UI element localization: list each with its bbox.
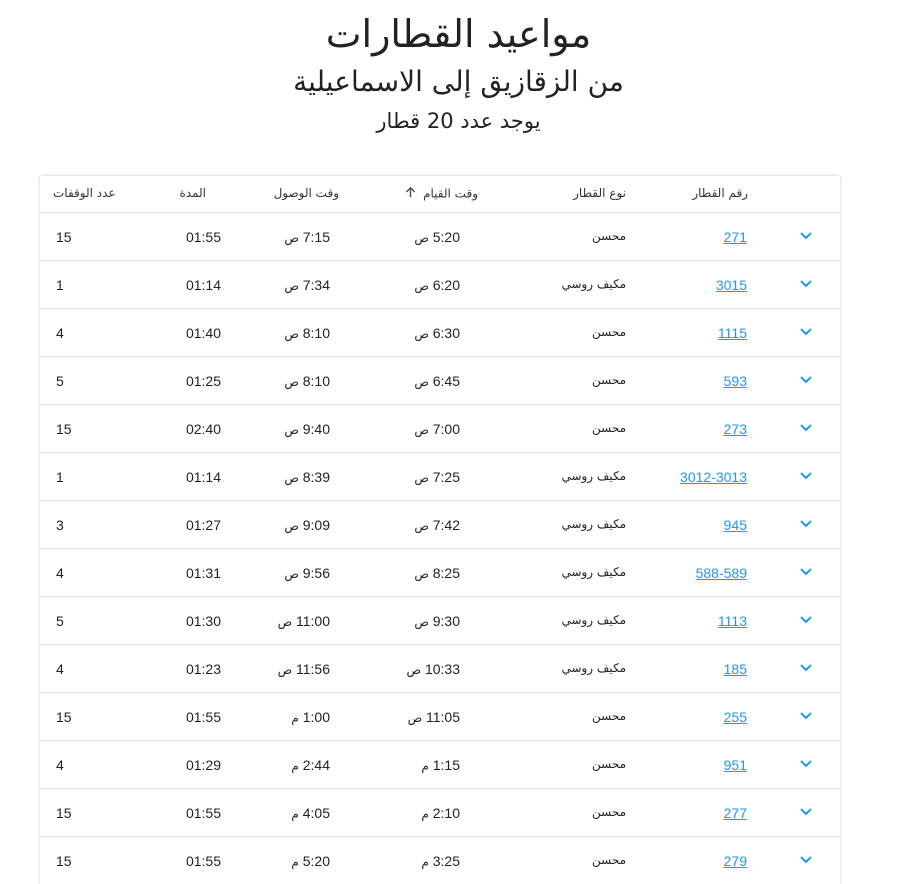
- duration: 01:14: [185, 469, 221, 485]
- train-type: محسن: [591, 229, 626, 243]
- departure-time: [421, 805, 460, 821]
- table-row[interactable]: [40, 213, 840, 261]
- expand-row-button[interactable]: [797, 658, 815, 679]
- departure-period: ص: [414, 471, 429, 485]
- schedule-table: [40, 176, 840, 884]
- departure-time: [408, 709, 460, 725]
- arrival-period: م: [291, 759, 299, 773]
- arrow-up-icon[interactable]: [404, 186, 417, 202]
- expand-row-button[interactable]: [797, 562, 815, 583]
- arrival-time: [284, 373, 330, 389]
- train-number-link[interactable]: 1113: [717, 613, 747, 629]
- chevron-down-icon[interactable]: [797, 274, 815, 292]
- train-count-text: يوجد عدد 20 قطار: [376, 109, 541, 133]
- duration: 01:14: [185, 277, 221, 293]
- arrival-time-value: 7:34: [302, 277, 330, 293]
- table-row[interactable]: [40, 741, 840, 789]
- expand-row-button[interactable]: [797, 274, 815, 295]
- duration: 01:30: [185, 613, 221, 629]
- departure-period: ص: [414, 279, 429, 293]
- chevron-down-icon[interactable]: [797, 802, 815, 820]
- train-number-link[interactable]: 255: [723, 709, 747, 725]
- departure-period: ص: [414, 327, 429, 341]
- departure-period: ص: [414, 375, 429, 389]
- expand-row-button[interactable]: [797, 514, 815, 535]
- departure-period: م: [421, 855, 429, 869]
- train-type: مكيف روسي: [561, 565, 626, 579]
- stops-count: 4: [56, 757, 64, 773]
- departure-time-value: 6:30: [432, 325, 460, 341]
- departure-time-value: 8:25: [432, 565, 460, 581]
- train-type: مكيف روسي: [561, 661, 626, 675]
- expand-row-button[interactable]: [797, 706, 815, 727]
- train-number-link[interactable]: 279: [723, 853, 747, 869]
- arrival-period: ص: [277, 615, 293, 629]
- departure-period: م: [421, 759, 429, 773]
- arrival-time: [278, 613, 330, 629]
- table-row[interactable]: [40, 693, 840, 741]
- table-row[interactable]: [40, 501, 840, 549]
- train-number-link[interactable]: 3015: [715, 277, 747, 293]
- stops-count: 15: [56, 853, 72, 869]
- train-type: محسن: [591, 709, 626, 723]
- departure-period: ص: [406, 663, 422, 677]
- table-row[interactable]: [40, 549, 840, 597]
- table-row[interactable]: [40, 309, 840, 357]
- arrival-time-value: 9:40: [302, 421, 330, 437]
- expand-row-button[interactable]: [797, 850, 815, 871]
- arrival-time-value: 1:00: [302, 709, 330, 725]
- expand-row-button[interactable]: [797, 610, 815, 631]
- train-type: مكيف روسي: [561, 517, 626, 531]
- arrival-period: ص: [284, 471, 299, 485]
- chevron-down-icon[interactable]: [797, 562, 815, 580]
- duration: 01:55: [185, 229, 221, 245]
- train-number-link[interactable]: 277: [723, 805, 747, 821]
- chevron-down-icon[interactable]: [797, 658, 815, 676]
- duration: 01:55: [185, 709, 221, 725]
- departure-time: [414, 325, 460, 341]
- arrival-period: ص: [284, 279, 299, 293]
- page-title: مواعيد القطارات: [325, 12, 592, 56]
- chevron-down-icon[interactable]: [797, 610, 815, 628]
- arrival-time: [284, 229, 330, 245]
- train-number-link[interactable]: 945: [723, 517, 747, 533]
- chevron-down-icon[interactable]: [797, 754, 815, 772]
- column-header-arrival[interactable]: وقت الوصول: [273, 186, 339, 200]
- train-number-link[interactable]: 593: [723, 373, 747, 389]
- train-number-link[interactable]: 185: [723, 661, 747, 677]
- departure-time: [414, 277, 460, 293]
- arrival-period: ص: [284, 519, 299, 533]
- expand-row-button[interactable]: [797, 226, 815, 247]
- departure-time-value: 7:00: [432, 421, 460, 437]
- table-row[interactable]: [40, 597, 840, 645]
- departure-time-value: 7:42: [432, 517, 460, 533]
- arrival-period: ص: [284, 231, 299, 245]
- chevron-down-icon[interactable]: [797, 466, 815, 484]
- arrival-time: [284, 421, 330, 437]
- duration: 01:25: [185, 373, 221, 389]
- arrival-time-value: 2:44: [302, 757, 330, 773]
- stops-count: 4: [56, 325, 64, 341]
- departure-time-value: 1:15: [432, 757, 460, 773]
- table-row[interactable]: [40, 789, 840, 837]
- chevron-down-icon[interactable]: [797, 322, 815, 340]
- train-type: مكيف روسي: [561, 613, 626, 627]
- arrival-period: ص: [284, 567, 299, 581]
- expand-row-button[interactable]: [797, 322, 815, 343]
- table-row[interactable]: [40, 837, 840, 884]
- departure-time-value: 6:45: [432, 373, 460, 389]
- duration: 01:31: [185, 565, 221, 581]
- chevron-down-icon[interactable]: [797, 370, 815, 388]
- departure-time: [421, 757, 460, 773]
- column-header-departure[interactable]: [404, 186, 478, 202]
- arrival-time: [291, 853, 330, 869]
- departure-period: ص: [414, 519, 429, 533]
- train-number-link[interactable]: 271: [723, 229, 747, 245]
- departure-time-value: 2:10: [432, 805, 460, 821]
- departure-period: م: [421, 807, 429, 821]
- column-header-duration[interactable]: المدة: [179, 186, 206, 200]
- train-type: محسن: [591, 325, 626, 339]
- departure-time: [414, 421, 460, 437]
- arrival-time-value: 8:10: [302, 325, 330, 341]
- departure-time: [414, 469, 460, 485]
- table-header: [40, 176, 840, 213]
- route-subtitle: من الزقازيق إلى الاسماعيلية: [293, 65, 624, 98]
- departure-time: [414, 229, 460, 245]
- arrival-time-value: 9:56: [302, 565, 330, 581]
- departure-time: [414, 565, 460, 581]
- arrival-period: ص: [284, 423, 299, 437]
- departure-time: [414, 613, 460, 629]
- table-row[interactable]: [40, 645, 840, 693]
- arrival-time: [284, 469, 330, 485]
- duration: 01:40: [185, 325, 221, 341]
- departure-time-value: 3:25: [432, 853, 460, 869]
- stops-count: 15: [56, 805, 72, 821]
- duration: 01:55: [185, 805, 221, 821]
- arrival-time: [278, 661, 330, 677]
- train-type: محسن: [591, 373, 626, 387]
- arrival-period: ص: [284, 375, 299, 389]
- departure-time-value: 9:30: [432, 613, 460, 629]
- arrival-time: [291, 805, 330, 821]
- train-number-link[interactable]: 3012-3013: [680, 469, 747, 485]
- stops-count: 5: [56, 613, 64, 629]
- departure-period: ص: [414, 423, 429, 437]
- chevron-down-icon[interactable]: [797, 226, 815, 244]
- departure-time-value: 10:33: [424, 661, 460, 677]
- train-number-link[interactable]: 273: [723, 421, 747, 437]
- arrival-period: م: [291, 855, 299, 869]
- arrival-period: م: [291, 711, 299, 725]
- departure-period: ص: [414, 231, 429, 245]
- departure-time-value: 5:20: [432, 229, 460, 245]
- stops-count: 15: [56, 709, 72, 725]
- arrival-period: م: [291, 807, 299, 821]
- train-type: مكيف روسي: [561, 469, 626, 483]
- stops-count: 15: [56, 421, 72, 437]
- departure-time: [414, 517, 460, 533]
- arrival-time-value: 5:20: [302, 853, 330, 869]
- column-header-departure-label: وقت القيام: [423, 186, 478, 201]
- departure-period: ص: [414, 567, 429, 581]
- stops-count: 5: [56, 373, 64, 389]
- chevron-down-icon[interactable]: [797, 514, 815, 532]
- arrival-period: ص: [284, 327, 299, 341]
- stops-count: 1: [56, 277, 64, 293]
- table-row[interactable]: [40, 261, 840, 309]
- arrival-period: ص: [277, 663, 293, 677]
- stops-count: 4: [56, 661, 64, 677]
- expand-row-button[interactable]: [797, 370, 815, 391]
- train-type: مكيف روسي: [561, 277, 626, 291]
- duration: 01:55: [185, 853, 221, 869]
- arrival-time: [291, 757, 330, 773]
- chevron-down-icon[interactable]: [797, 706, 815, 724]
- arrival-time: [284, 277, 330, 293]
- departure-time: [414, 373, 460, 389]
- train-type: محسن: [591, 805, 626, 819]
- departure-period: ص: [407, 711, 423, 725]
- train-number-link[interactable]: 588-589: [695, 565, 747, 581]
- departure-time-value: 11:05: [426, 709, 460, 725]
- column-header-type[interactable]: نوع القطار: [573, 186, 626, 200]
- arrival-time: [284, 325, 330, 341]
- arrival-time-value: 4:05: [302, 805, 330, 821]
- departure-time: [421, 853, 460, 869]
- arrival-time-value: 11:56: [296, 661, 330, 677]
- table-row[interactable]: [40, 357, 840, 405]
- train-number-link[interactable]: 951: [723, 757, 747, 773]
- stops-count: 15: [56, 229, 72, 245]
- stops-count: 1: [56, 469, 64, 485]
- departure-time-value: 7:25: [432, 469, 460, 485]
- expand-row-button[interactable]: [797, 418, 815, 439]
- column-header-stops[interactable]: عدد الوقفات: [53, 186, 116, 200]
- chevron-down-icon[interactable]: [797, 418, 815, 436]
- train-type: محسن: [591, 757, 626, 771]
- arrival-time: [284, 565, 330, 581]
- arrival-time-value: 8:10: [302, 373, 330, 389]
- departure-period: ص: [414, 615, 429, 629]
- expand-row-button[interactable]: [797, 802, 815, 823]
- expand-row-button[interactable]: [797, 466, 815, 487]
- arrival-time-value: 9:09: [302, 517, 330, 533]
- column-header-number[interactable]: رقم القطار: [692, 186, 748, 200]
- table-body: [40, 213, 840, 884]
- departure-time: [407, 661, 460, 677]
- arrival-time-value: 8:39: [302, 469, 330, 485]
- stops-count: 3: [56, 517, 64, 533]
- duration: 01:23: [185, 661, 221, 677]
- expand-row-button[interactable]: [797, 754, 815, 775]
- duration: 02:40: [185, 421, 221, 437]
- duration: 01:27: [185, 517, 221, 533]
- table-row[interactable]: [40, 405, 840, 453]
- stops-count: 4: [56, 565, 64, 581]
- chevron-down-icon[interactable]: [797, 850, 815, 868]
- arrival-time-value: 11:00: [296, 613, 330, 629]
- train-type: محسن: [591, 421, 626, 435]
- train-number-link[interactable]: 1115: [717, 325, 747, 341]
- arrival-time-value: 7:15: [302, 229, 330, 245]
- arrival-time: [284, 517, 330, 533]
- departure-time-value: 6:20: [432, 277, 460, 293]
- train-type: محسن: [591, 853, 626, 867]
- table-row[interactable]: [40, 453, 840, 501]
- arrival-time: [291, 709, 330, 725]
- duration: 01:29: [185, 757, 221, 773]
